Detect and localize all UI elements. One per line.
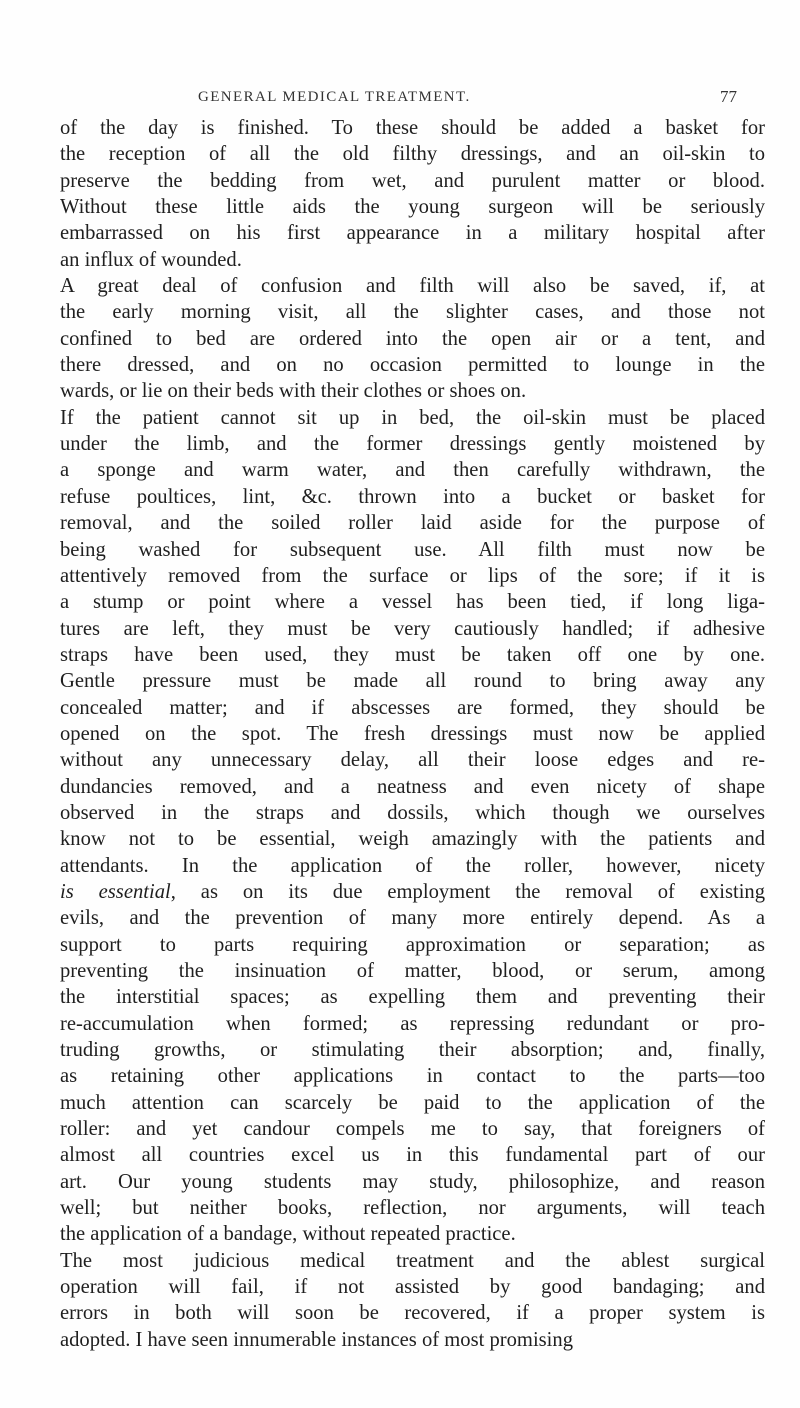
text-line: the application of a bandage, without repeated practice. xyxy=(60,1223,516,1246)
text-line: know not to be essential, weigh amazingly with the patients and xyxy=(60,828,765,851)
paragraph xyxy=(60,405,765,1248)
text-line: without any unnecessary delay, all their loose edges and re- xyxy=(60,749,765,772)
text-line: the interstitial spaces; as expelling them and preventing their xyxy=(60,986,765,1009)
paragraph xyxy=(60,273,765,405)
text-line: If the patient cannot sit up in bed, the oil-skin must be placed xyxy=(60,406,765,429)
text-line: attentively removed from the surface or lips of the sore; if it is xyxy=(60,564,765,587)
paragraph xyxy=(60,115,765,273)
text-line: Without these little aids the young surgeon will be seriously xyxy=(60,196,765,219)
text-line: roller: and yet candour compels me to say, that foreigners of xyxy=(60,1118,765,1141)
text-line: much attention can scarcely be paid to the application of the xyxy=(60,1091,765,1114)
text-line: removal, and the soiled roller laid aside for the purpose of xyxy=(60,512,765,535)
text-line: evils, and the prevention of many more entirely depend. As a xyxy=(60,907,765,930)
text-line: almost all countries excel us in this fundamental part of our xyxy=(60,1144,765,1167)
text-line: preventing the insinuation of matter, blood, or serum, among xyxy=(60,960,765,982)
text-line: being washed for subsequent use. All filth must now be xyxy=(60,538,765,561)
text-line: concealed matter; and if abscesses are formed, they should be xyxy=(60,696,765,719)
body-text xyxy=(60,115,765,1353)
text-line: is essential, as on its due employment the removal of existing xyxy=(60,880,766,903)
text-line: observed in the straps and dossils, which though we ourselves xyxy=(60,801,765,824)
text-line: refuse poultices, lint, &c. thrown into a bucket or basket for xyxy=(60,485,765,508)
text-line: the early morning visit, all the slighter cases, and those not xyxy=(60,301,765,324)
text-line: operation will fail, if not assisted by good bandaging; and xyxy=(60,1276,765,1299)
text-line: of the day is finished. To these should be added a basket for xyxy=(60,117,765,139)
text-line: confined to bed are ordered into the open air or a tent, and xyxy=(60,327,765,350)
text-line: a stump or point where a vessel has been tied, if long liga- xyxy=(60,591,765,614)
text-line: well; but neither books, reflection, nor arguments, will teach xyxy=(60,1197,765,1220)
text-line: Gentle pressure must be made all round to bring away any xyxy=(60,670,765,693)
text-line: an influx of wounded. xyxy=(60,248,242,271)
text-line: under the limb, and the former dressings gently moistened by xyxy=(60,433,765,456)
text-line: embarrassed on his first appearance in a military hospital after xyxy=(60,222,765,245)
text-line: wards, or lie on their beds with their clothes or shoes on. xyxy=(60,380,527,403)
text-line: tures are left, they must be very cautiously handled; if adhesive xyxy=(60,617,765,640)
text-line: a sponge and warm water, and then carefully withdrawn, the xyxy=(60,459,765,482)
text-line: support to parts requiring approximation or separation; as xyxy=(60,933,765,956)
text-line: dundancies removed, and a neatness and even nicety of shape xyxy=(60,775,765,798)
text-line: The most judicious medical treatment and the ablest surgical xyxy=(60,1249,765,1272)
running-head: GENERAL MEDICAL TREATMENT. xyxy=(198,89,471,105)
text-line: re-accumulation when formed; as repressing redundant or pro- xyxy=(60,1012,765,1035)
text-line: adopted. I have seen innumerable instances of most promising xyxy=(60,1328,573,1351)
text-line: art. Our young students may study, philosophize, and reason xyxy=(60,1170,765,1193)
text-line: A great deal of confusion and filth will also be saved, if, at xyxy=(60,275,765,298)
text-line: opened on the spot. The fresh dressings must now be applied xyxy=(60,722,765,745)
text-line: as retaining other applications in contact to the parts—too xyxy=(60,1065,765,1088)
text-line: truding growths, or stimulating their absorption; and, finally, xyxy=(60,1039,765,1062)
text-line: errors in both will soon be recovered, if a proper system is xyxy=(60,1302,765,1325)
page-number: 77 xyxy=(720,87,737,106)
text-line: preserve the bedding from wet, and purulent matter or blood. xyxy=(60,169,765,192)
paragraph xyxy=(60,1248,765,1353)
text-line: the reception of all the old filthy dressings, and an oil-skin to xyxy=(60,143,765,166)
text-line: attendants. In the application of the roller, however, nicety xyxy=(60,854,765,877)
text-line: there dressed, and on no occasion permitted to lounge in the xyxy=(60,354,765,377)
text-line: straps have been used, they must be taken off one by one. xyxy=(60,643,765,666)
